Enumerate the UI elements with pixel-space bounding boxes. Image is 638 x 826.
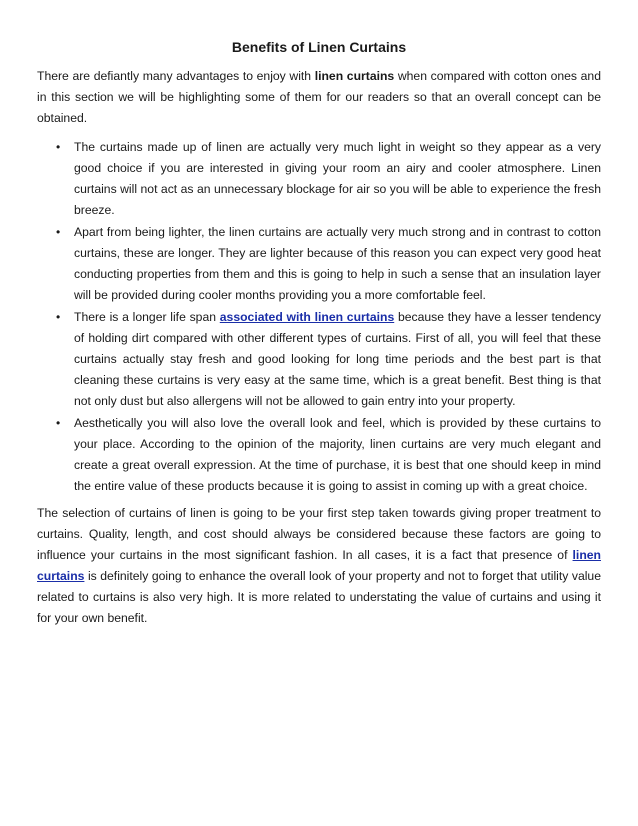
bullet-icon: • <box>56 225 61 239</box>
intro-paragraph <box>37 66 601 129</box>
list-item-text-before: There is a longer life span <box>74 310 220 324</box>
conclusion-paragraph <box>37 503 601 629</box>
list-item <box>37 137 601 221</box>
associated-linen-curtains-link[interactable]: associated with linen curtains <box>219 310 395 324</box>
list-item-text: Aesthetically you will also love the overall look and feel, which is provided by these curtains to your place. According to the opinion of the majority, linen curtains are very much elegant and create a great overall expression. At the time of purchase, it is best that one should keep in mind the entire value of these products because it is going to assist in coming up with a great choice. <box>74 416 601 493</box>
benefits-list <box>37 137 601 497</box>
document-title: Benefits of Linen Curtains <box>231 39 407 55</box>
list-item <box>37 413 601 497</box>
conclusion-text-before: The selection of curtains of linen is going to be your first step taken towards giving proper treatment to curtains. Quality, length, and cost should always be considered because these factors are going to influence your curtains in the most significant fashion. In all cases, it is a fact that presence of <box>37 506 601 562</box>
linen-curtains-link[interactable]: linen curtains <box>37 548 601 583</box>
list-item-text: Apart from being lighter, the linen curtains are actually very much strong and in contrast to cotton curtains, these are longer. They are lighter because of this reason you can expect very good heat conducting properties from them and this is going to help in such a sense that an insulation layer will be provided during cooler months providing you a more comfortable feel. <box>74 225 601 302</box>
intro-bold-text: linen curtains <box>314 69 395 83</box>
list-item <box>37 222 601 306</box>
bullet-icon: • <box>56 140 61 154</box>
list-item-text: The curtains made up of linen are actually very much light in weight so they appear as a very good choice if you are interested in giving your room an airy and cooler atmosphere. Linen curtains will not act as an unnecessary blockage for air so you will be able to experience the fresh breeze. <box>74 140 601 217</box>
bullet-icon: • <box>56 416 61 430</box>
list-item-text-after: because they have a lesser tendency of holding dirt compared with other different types of curtains. First of all, you will feel that these curtains actually stay fresh and good looking for long time periods and the best part is that cleaning these curtains is very easy at the same time, which is a great benefit. Best thing is that not only dust but also allergens will not be allowed to gain entry into your property. <box>74 310 601 408</box>
list-item <box>37 307 601 412</box>
intro-text-before: There are defiantly many advantages to enjoy with <box>37 69 315 83</box>
bullet-icon: • <box>56 310 61 324</box>
conclusion-text-after: is definitely going to enhance the overall look of your property and not to forget that utility value related to curtains is also very high. It is more related to understating the value of curtains and using it for your own benefit. <box>37 569 601 625</box>
intro-text-after: when compared with cotton ones and in this section we will be highlighting some of them for our readers so that an overall concept can be obtained. <box>37 69 601 125</box>
